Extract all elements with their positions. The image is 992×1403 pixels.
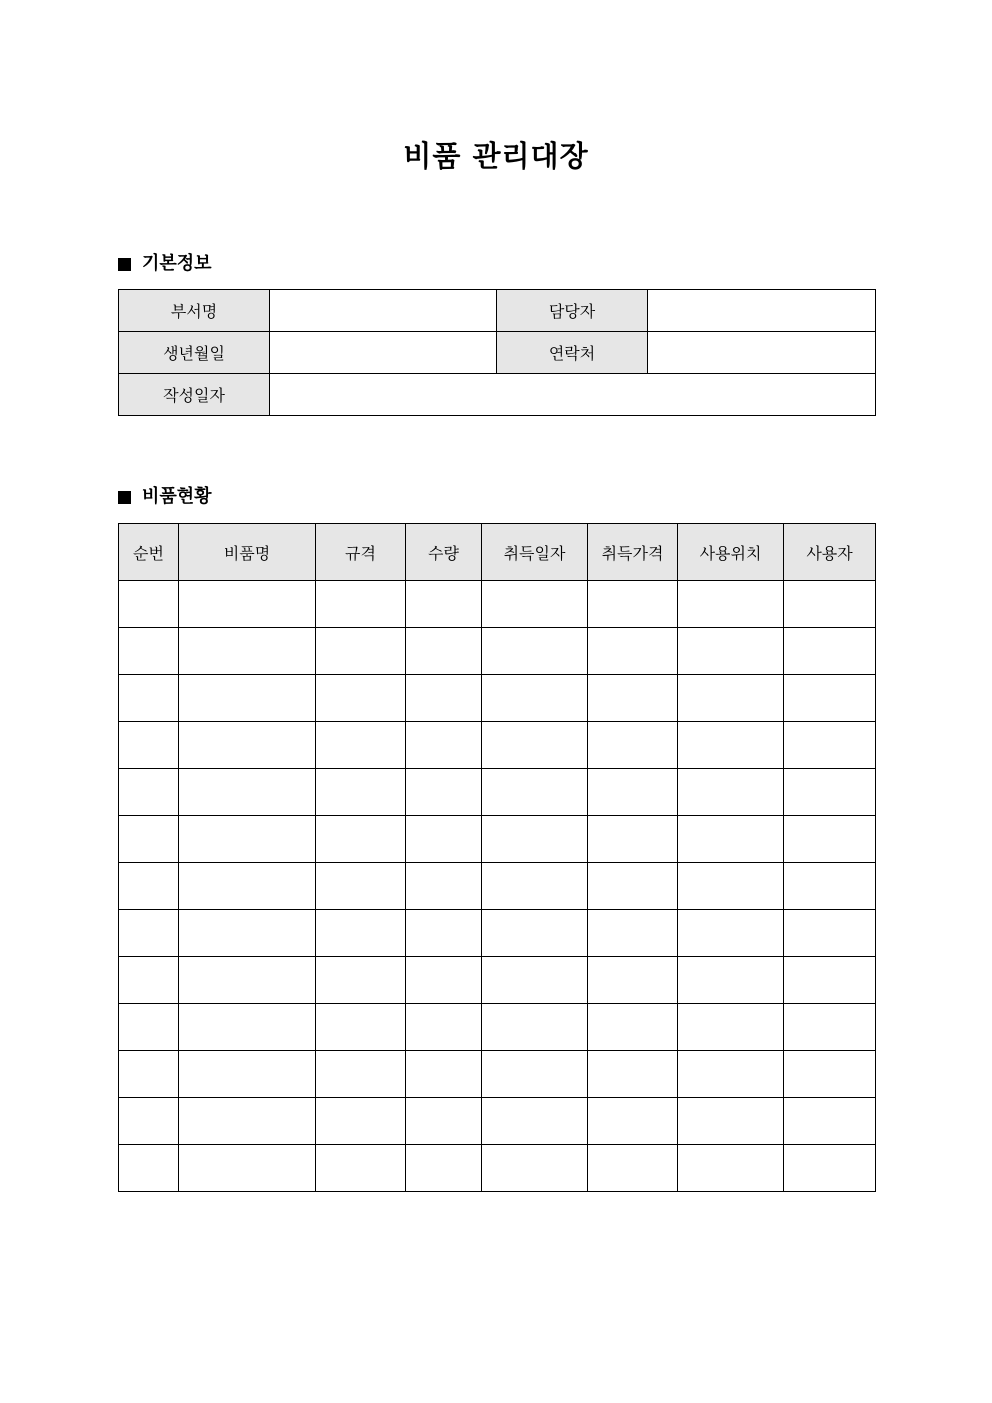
written-date-label: 작성일자 xyxy=(119,374,270,416)
cell-spec[interactable] xyxy=(316,1004,406,1051)
manager-field[interactable] xyxy=(648,290,876,332)
cell-item-name[interactable] xyxy=(179,957,316,1004)
cell-user[interactable] xyxy=(784,1145,876,1192)
column-header-location: 사용위치 xyxy=(678,524,784,581)
cell-location[interactable] xyxy=(678,1098,784,1145)
cell-user[interactable] xyxy=(784,957,876,1004)
cell-item-name[interactable] xyxy=(179,910,316,957)
items-header-row xyxy=(119,524,876,581)
table-row xyxy=(119,1004,876,1051)
cell-spec[interactable] xyxy=(316,910,406,957)
square-bullet-icon xyxy=(118,491,131,504)
cell-user[interactable] xyxy=(784,769,876,816)
cell-no[interactable] xyxy=(119,675,179,722)
birthdate-label: 생년월일 xyxy=(119,332,270,374)
cell-user[interactable] xyxy=(784,675,876,722)
cell-user[interactable] xyxy=(784,1004,876,1051)
cell-location[interactable] xyxy=(678,863,784,910)
cell-item-name[interactable] xyxy=(179,675,316,722)
cell-user[interactable] xyxy=(784,816,876,863)
cell-acquired-date[interactable] xyxy=(482,722,588,769)
items-heading-label: 비품현황 xyxy=(142,486,212,507)
table-row xyxy=(119,957,876,1004)
table-row xyxy=(119,1098,876,1145)
contact-label: 연락처 xyxy=(497,332,648,374)
cell-no[interactable] xyxy=(119,1051,179,1098)
cell-acquired-price[interactable] xyxy=(588,1004,678,1051)
basic-info-heading-label: 기본정보 xyxy=(142,253,212,274)
cell-quantity[interactable] xyxy=(406,722,482,769)
items-heading xyxy=(118,485,212,509)
cell-spec[interactable] xyxy=(316,816,406,863)
cell-no[interactable] xyxy=(119,816,179,863)
table-row xyxy=(119,722,876,769)
cell-user[interactable] xyxy=(784,910,876,957)
cell-acquired-date[interactable] xyxy=(482,628,588,675)
table-row xyxy=(119,675,876,722)
cell-spec[interactable] xyxy=(316,769,406,816)
cell-quantity[interactable] xyxy=(406,1145,482,1192)
cell-user[interactable] xyxy=(784,628,876,675)
cell-quantity[interactable] xyxy=(406,628,482,675)
cell-acquired-price[interactable] xyxy=(588,628,678,675)
cell-acquired-price[interactable] xyxy=(588,1051,678,1098)
cell-spec[interactable] xyxy=(316,722,406,769)
cell-location[interactable] xyxy=(678,628,784,675)
cell-user[interactable] xyxy=(784,863,876,910)
cell-no[interactable] xyxy=(119,722,179,769)
cell-acquired-date[interactable] xyxy=(482,675,588,722)
cell-spec[interactable] xyxy=(316,957,406,1004)
cell-item-name[interactable] xyxy=(179,816,316,863)
cell-acquired-price[interactable] xyxy=(588,863,678,910)
cell-spec[interactable] xyxy=(316,1051,406,1098)
cell-item-name[interactable] xyxy=(179,628,316,675)
cell-no[interactable] xyxy=(119,628,179,675)
cell-no[interactable] xyxy=(119,863,179,910)
cell-spec[interactable] xyxy=(316,1098,406,1145)
cell-item-name[interactable] xyxy=(179,769,316,816)
cell-spec[interactable] xyxy=(316,863,406,910)
cell-user[interactable] xyxy=(784,581,876,628)
cell-acquired-date[interactable] xyxy=(482,581,588,628)
cell-item-name[interactable] xyxy=(179,581,316,628)
column-header-acquired-date: 취득일자 xyxy=(482,524,588,581)
cell-no[interactable] xyxy=(119,910,179,957)
document-title: 비품 관리대장 xyxy=(403,139,589,173)
cell-location[interactable] xyxy=(678,1145,784,1192)
cell-no[interactable] xyxy=(119,1004,179,1051)
column-header-quantity: 수량 xyxy=(406,524,482,581)
cell-location[interactable] xyxy=(678,816,784,863)
basic-info-table xyxy=(118,289,876,416)
department-label: 부서명 xyxy=(119,290,270,332)
cell-quantity[interactable] xyxy=(406,1051,482,1098)
cell-acquired-price[interactable] xyxy=(588,910,678,957)
cell-user[interactable] xyxy=(784,722,876,769)
basic-info-row xyxy=(119,374,876,416)
cell-acquired-date[interactable] xyxy=(482,1004,588,1051)
cell-acquired-price[interactable] xyxy=(588,722,678,769)
square-bullet-icon xyxy=(118,258,131,271)
cell-acquired-price[interactable] xyxy=(588,816,678,863)
basic-info-row xyxy=(119,290,876,332)
column-header-spec: 규격 xyxy=(316,524,406,581)
cell-location[interactable] xyxy=(678,910,784,957)
column-header-user: 사용자 xyxy=(784,524,876,581)
birthdate-field[interactable] xyxy=(270,332,497,374)
cell-no[interactable] xyxy=(119,769,179,816)
cell-spec[interactable] xyxy=(316,675,406,722)
cell-no[interactable] xyxy=(119,1098,179,1145)
cell-location[interactable] xyxy=(678,957,784,1004)
manager-label: 담당자 xyxy=(497,290,648,332)
cell-spec[interactable] xyxy=(316,581,406,628)
cell-quantity[interactable] xyxy=(406,675,482,722)
table-row xyxy=(119,910,876,957)
cell-location[interactable] xyxy=(678,722,784,769)
cell-quantity[interactable] xyxy=(406,816,482,863)
cell-location[interactable] xyxy=(678,581,784,628)
cell-quantity[interactable] xyxy=(406,910,482,957)
cell-user[interactable] xyxy=(784,1098,876,1145)
cell-location[interactable] xyxy=(678,675,784,722)
table-row xyxy=(119,1051,876,1098)
cell-quantity[interactable] xyxy=(406,769,482,816)
cell-quantity[interactable] xyxy=(406,581,482,628)
cell-acquired-date[interactable] xyxy=(482,910,588,957)
cell-item-name[interactable] xyxy=(179,1004,316,1051)
cell-location[interactable] xyxy=(678,1004,784,1051)
written-date-field[interactable] xyxy=(270,374,876,416)
cell-acquired-price[interactable] xyxy=(588,957,678,1004)
cell-acquired-date[interactable] xyxy=(482,863,588,910)
cell-item-name[interactable] xyxy=(179,1098,316,1145)
table-row xyxy=(119,581,876,628)
cell-quantity[interactable] xyxy=(406,957,482,1004)
basic-info-row xyxy=(119,332,876,374)
cell-acquired-date[interactable] xyxy=(482,1098,588,1145)
cell-no[interactable] xyxy=(119,957,179,1004)
cell-acquired-date[interactable] xyxy=(482,769,588,816)
cell-location[interactable] xyxy=(678,1051,784,1098)
cell-no[interactable] xyxy=(119,1145,179,1192)
table-row xyxy=(119,628,876,675)
cell-acquired-date[interactable] xyxy=(482,1051,588,1098)
cell-quantity[interactable] xyxy=(406,863,482,910)
cell-acquired-price[interactable] xyxy=(588,769,678,816)
table-row xyxy=(119,863,876,910)
cell-acquired-price[interactable] xyxy=(588,1145,678,1192)
cell-item-name[interactable] xyxy=(179,722,316,769)
cell-location[interactable] xyxy=(678,769,784,816)
cell-acquired-price[interactable] xyxy=(588,675,678,722)
items-table xyxy=(118,523,876,1192)
items-table-body xyxy=(119,581,876,1192)
department-field[interactable] xyxy=(270,290,497,332)
cell-quantity[interactable] xyxy=(406,1004,482,1051)
cell-item-name[interactable] xyxy=(179,863,316,910)
cell-item-name[interactable] xyxy=(179,1051,316,1098)
cell-spec[interactable] xyxy=(316,628,406,675)
cell-acquired-price[interactable] xyxy=(588,1098,678,1145)
column-header-item-name: 비품명 xyxy=(179,524,316,581)
cell-quantity[interactable] xyxy=(406,1098,482,1145)
column-header-acquired-price: 취득가격 xyxy=(588,524,678,581)
cell-acquired-date[interactable] xyxy=(482,957,588,1004)
table-row xyxy=(119,1145,876,1192)
table-row xyxy=(119,816,876,863)
cell-user[interactable] xyxy=(784,1051,876,1098)
table-row xyxy=(119,769,876,816)
contact-field[interactable] xyxy=(648,332,876,374)
cell-acquired-date[interactable] xyxy=(482,816,588,863)
cell-no[interactable] xyxy=(119,581,179,628)
cell-item-name[interactable] xyxy=(179,1145,316,1192)
column-header-no: 순번 xyxy=(119,524,179,581)
cell-acquired-date[interactable] xyxy=(482,1145,588,1192)
cell-acquired-price[interactable] xyxy=(588,581,678,628)
basic-info-heading xyxy=(118,252,212,276)
cell-spec[interactable] xyxy=(316,1145,406,1192)
